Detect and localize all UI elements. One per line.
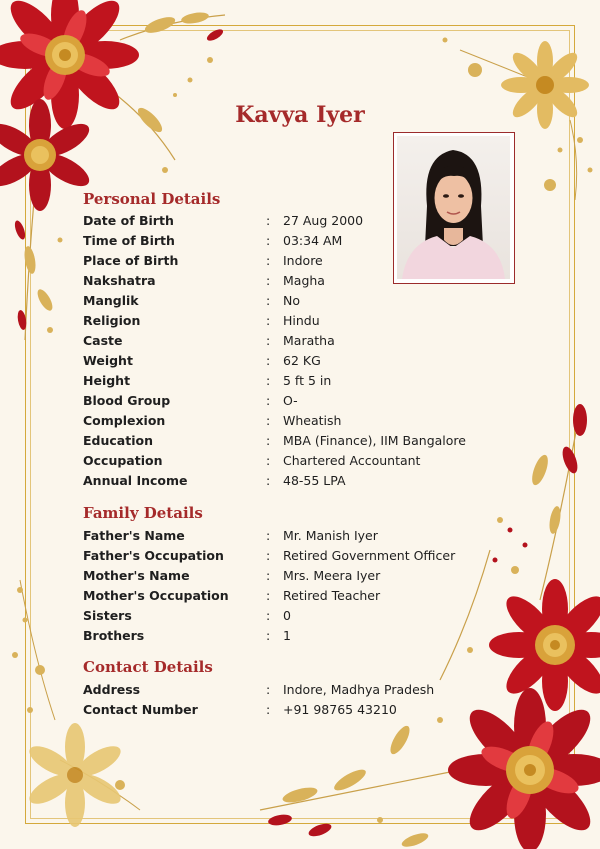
detail-label: Sisters	[83, 608, 132, 623]
detail-value: 1	[283, 628, 291, 643]
profile-name: Kavya Iyer	[235, 102, 365, 128]
detail-label: Place of Birth	[83, 253, 179, 268]
detail-separator: :	[266, 433, 271, 448]
detail-separator: :	[266, 702, 271, 717]
detail-label: Time of Birth	[83, 233, 175, 248]
detail-row	[83, 331, 503, 351]
detail-separator: :	[266, 253, 271, 268]
detail-separator: :	[266, 353, 271, 368]
detail-separator: :	[266, 213, 271, 228]
detail-row	[83, 606, 503, 626]
detail-row	[83, 211, 503, 231]
detail-label: Date of Birth	[83, 213, 174, 228]
detail-separator: :	[266, 682, 271, 697]
detail-value: 03:34 AM	[283, 233, 343, 248]
detail-label: Weight	[83, 353, 133, 368]
detail-row	[83, 586, 503, 606]
detail-label: Address	[83, 682, 141, 697]
detail-separator: :	[266, 313, 271, 328]
detail-separator: :	[266, 393, 271, 408]
detail-row	[83, 291, 503, 311]
detail-row	[83, 546, 503, 566]
detail-value: 48-55 LPA	[283, 473, 346, 488]
detail-label: Father's Name	[83, 528, 185, 543]
detail-separator: :	[266, 413, 271, 428]
section-title-personal: Personal Details	[83, 190, 221, 208]
detail-separator: :	[266, 233, 271, 248]
detail-value: O-	[283, 393, 298, 408]
detail-separator: :	[266, 548, 271, 563]
detail-row	[83, 451, 503, 471]
detail-separator: :	[266, 628, 271, 643]
detail-value: MBA (Finance), IIM Bangalore	[283, 433, 466, 448]
detail-value: 62 KG	[283, 353, 321, 368]
detail-row	[83, 471, 503, 491]
detail-row	[83, 411, 503, 431]
detail-separator: :	[266, 333, 271, 348]
detail-label: Annual Income	[83, 473, 188, 488]
detail-value: Retired Teacher	[283, 588, 381, 603]
section-title-contact: Contact Details	[83, 658, 213, 676]
detail-value: Mr. Manish Iyer	[283, 528, 378, 543]
detail-label: Caste	[83, 333, 123, 348]
detail-row	[83, 311, 503, 331]
detail-separator: :	[266, 528, 271, 543]
detail-label: Father's Occupation	[83, 548, 224, 563]
detail-label: Occupation	[83, 453, 163, 468]
detail-row	[83, 231, 503, 251]
detail-separator: :	[266, 568, 271, 583]
detail-separator: :	[266, 373, 271, 388]
detail-label: Height	[83, 373, 131, 388]
detail-label: Brothers	[83, 628, 145, 643]
detail-separator: :	[266, 293, 271, 308]
detail-label: Contact Number	[83, 702, 198, 717]
detail-value: Mrs. Meera Iyer	[283, 568, 381, 583]
detail-label: Religion	[83, 313, 141, 328]
detail-value: 27 Aug 2000	[283, 213, 364, 228]
detail-row	[83, 431, 503, 451]
detail-label: Mother's Occupation	[83, 588, 229, 603]
detail-value: Wheatish	[283, 413, 342, 428]
detail-row	[83, 391, 503, 411]
detail-label: Complexion	[83, 413, 166, 428]
detail-value: Retired Government Officer	[283, 548, 456, 563]
detail-row	[83, 566, 503, 586]
detail-row	[83, 680, 503, 700]
detail-value: Indore, Madhya Pradesh	[283, 682, 435, 697]
detail-row	[83, 371, 503, 391]
detail-separator: :	[266, 588, 271, 603]
detail-row	[83, 700, 503, 720]
detail-value: 0	[283, 608, 291, 623]
detail-value: Magha	[283, 273, 325, 288]
detail-value: 5 ft 5 in	[283, 373, 332, 388]
detail-value: Hindu	[283, 313, 320, 328]
detail-row	[83, 251, 503, 271]
detail-row	[83, 626, 503, 646]
detail-row	[83, 526, 503, 546]
detail-label: Nakshatra	[83, 273, 156, 288]
section-title-family: Family Details	[83, 504, 203, 522]
detail-value: +91 98765 43210	[283, 702, 397, 717]
detail-separator: :	[266, 453, 271, 468]
detail-separator: :	[266, 473, 271, 488]
detail-value: Indore	[283, 253, 323, 268]
detail-row	[83, 351, 503, 371]
detail-label: Manglik	[83, 293, 139, 308]
detail-value: No	[283, 293, 300, 308]
detail-value: Chartered Accountant	[283, 453, 421, 468]
detail-label: Education	[83, 433, 153, 448]
detail-separator: :	[266, 273, 271, 288]
detail-label: Mother's Name	[83, 568, 190, 583]
detail-label: Blood Group	[83, 393, 171, 408]
detail-row	[83, 271, 503, 291]
detail-separator: :	[266, 608, 271, 623]
detail-value: Maratha	[283, 333, 335, 348]
